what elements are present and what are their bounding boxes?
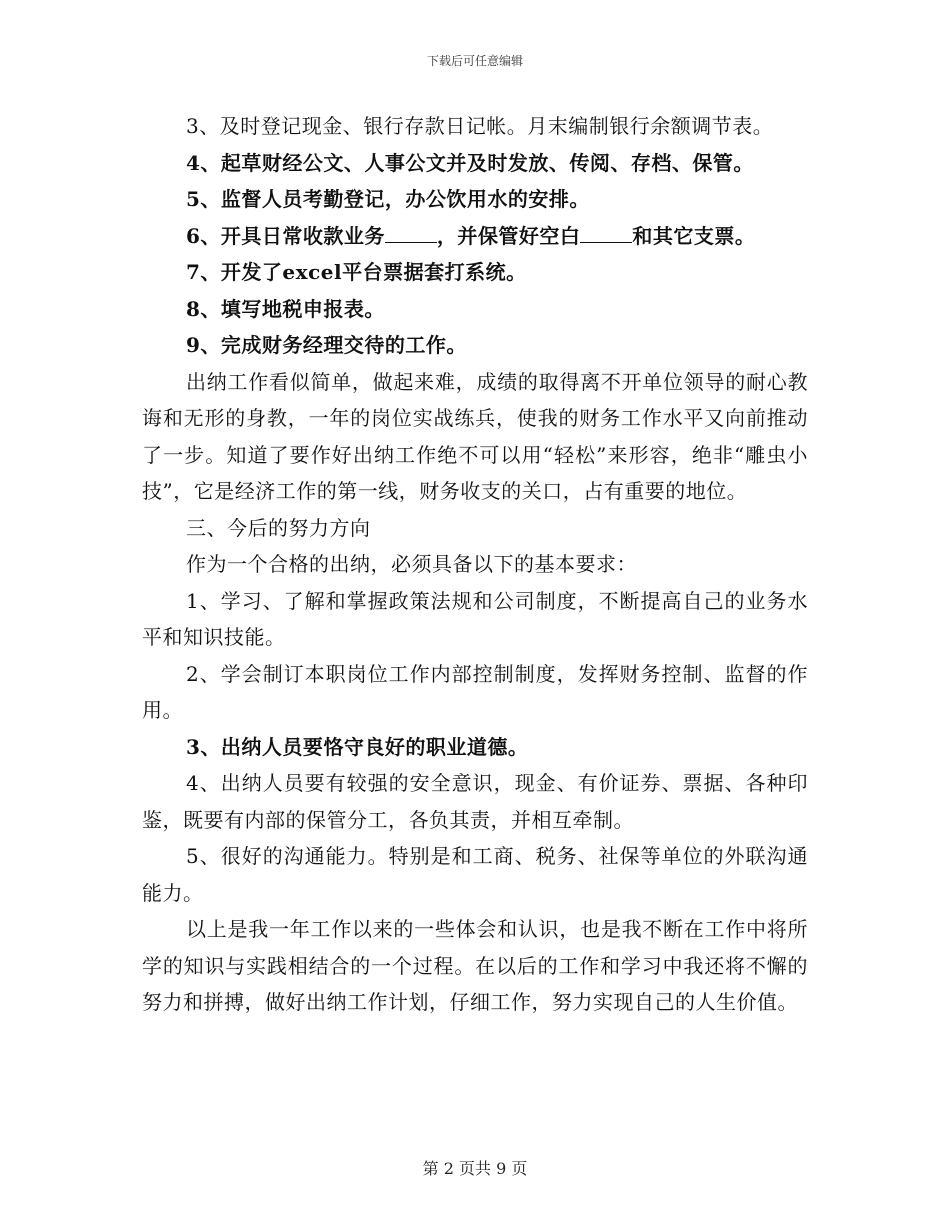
list-item: 8、填写地税申报表。: [186, 296, 385, 321]
item-text: ，并保管好空白: [436, 223, 581, 248]
item-text: 6、开具日常收款业务: [186, 223, 385, 248]
fill-blank: [580, 224, 632, 243]
summary-paragraph: 出纳工作看似简单，做起来难，成绩的取得离不开单位领导的耐心教诲和无形的身教，一年的岗位实战练兵，使我的财务工作水平又向前推动了一步。知道了要作好出纳工作绝不可以用“轻松”来形容，绝非“雕虫小技”，它是经济工作的第一线，财务收支的关口，占有重要的地位。: [142, 369, 808, 503]
closing-paragraph: 以上是我一年工作以来的一些体会和认识，也是我不断在工作中将所学的知识与实践相结合的一个过程。在以后的工作和学习中我还将不懈的努力和拼搏，做好出纳工作计划，仔细工作，努力实现自己的人生价值。: [142, 917, 808, 1014]
requirement-item: 5、很好的沟通能力。特别是和工商、税务、社保等单位的外联沟通能力。: [142, 844, 808, 905]
section-heading: 三、今后的努力方向: [186, 515, 371, 540]
section-intro: 作为一个合格的出纳，必须具备以下的基本要求：: [186, 552, 637, 576]
requirement-item: 4、出纳人员要有较强的安全意识，现金、有价证券、票据、各种印鉴，既要有内部的保管分工，各负其责，并相互牵制。: [142, 771, 808, 832]
list-item: 4、起草财经公文、人事公文并及时发放、传阅、存档、保管。: [186, 150, 754, 175]
list-item: 5、监督人员考勤登记，办公饮用水的安排。: [186, 187, 590, 211]
document-body: [142, 108, 808, 1021]
list-item: 9、完成财务经理交待的工作。: [186, 333, 467, 357]
list-item: 3、及时登记现金、银行存款日记帐。月末编制银行余额调节表。: [186, 114, 774, 138]
requirement-item: 1、学习、了解和掌握政策法规和公司制度，不断提高自己的业务水平和知识技能。: [142, 588, 808, 649]
item-text: 和其它支票。: [632, 223, 756, 248]
fill-blank: [385, 224, 437, 243]
requirement-item: 3、出纳人员要恪守良好的职业道德。: [186, 734, 529, 759]
requirement-item: 2、学会制订本职岗位工作内部控制制度，发挥财务控制、监督的作用。: [142, 661, 808, 722]
page-header: 下载后可任意编辑: [426, 54, 523, 68]
list-item: [142, 218, 808, 255]
page-footer: 第 2 页共 9 页: [422, 1159, 528, 1178]
list-item: 7、开发了excel平台票据套打系统。: [186, 260, 527, 284]
